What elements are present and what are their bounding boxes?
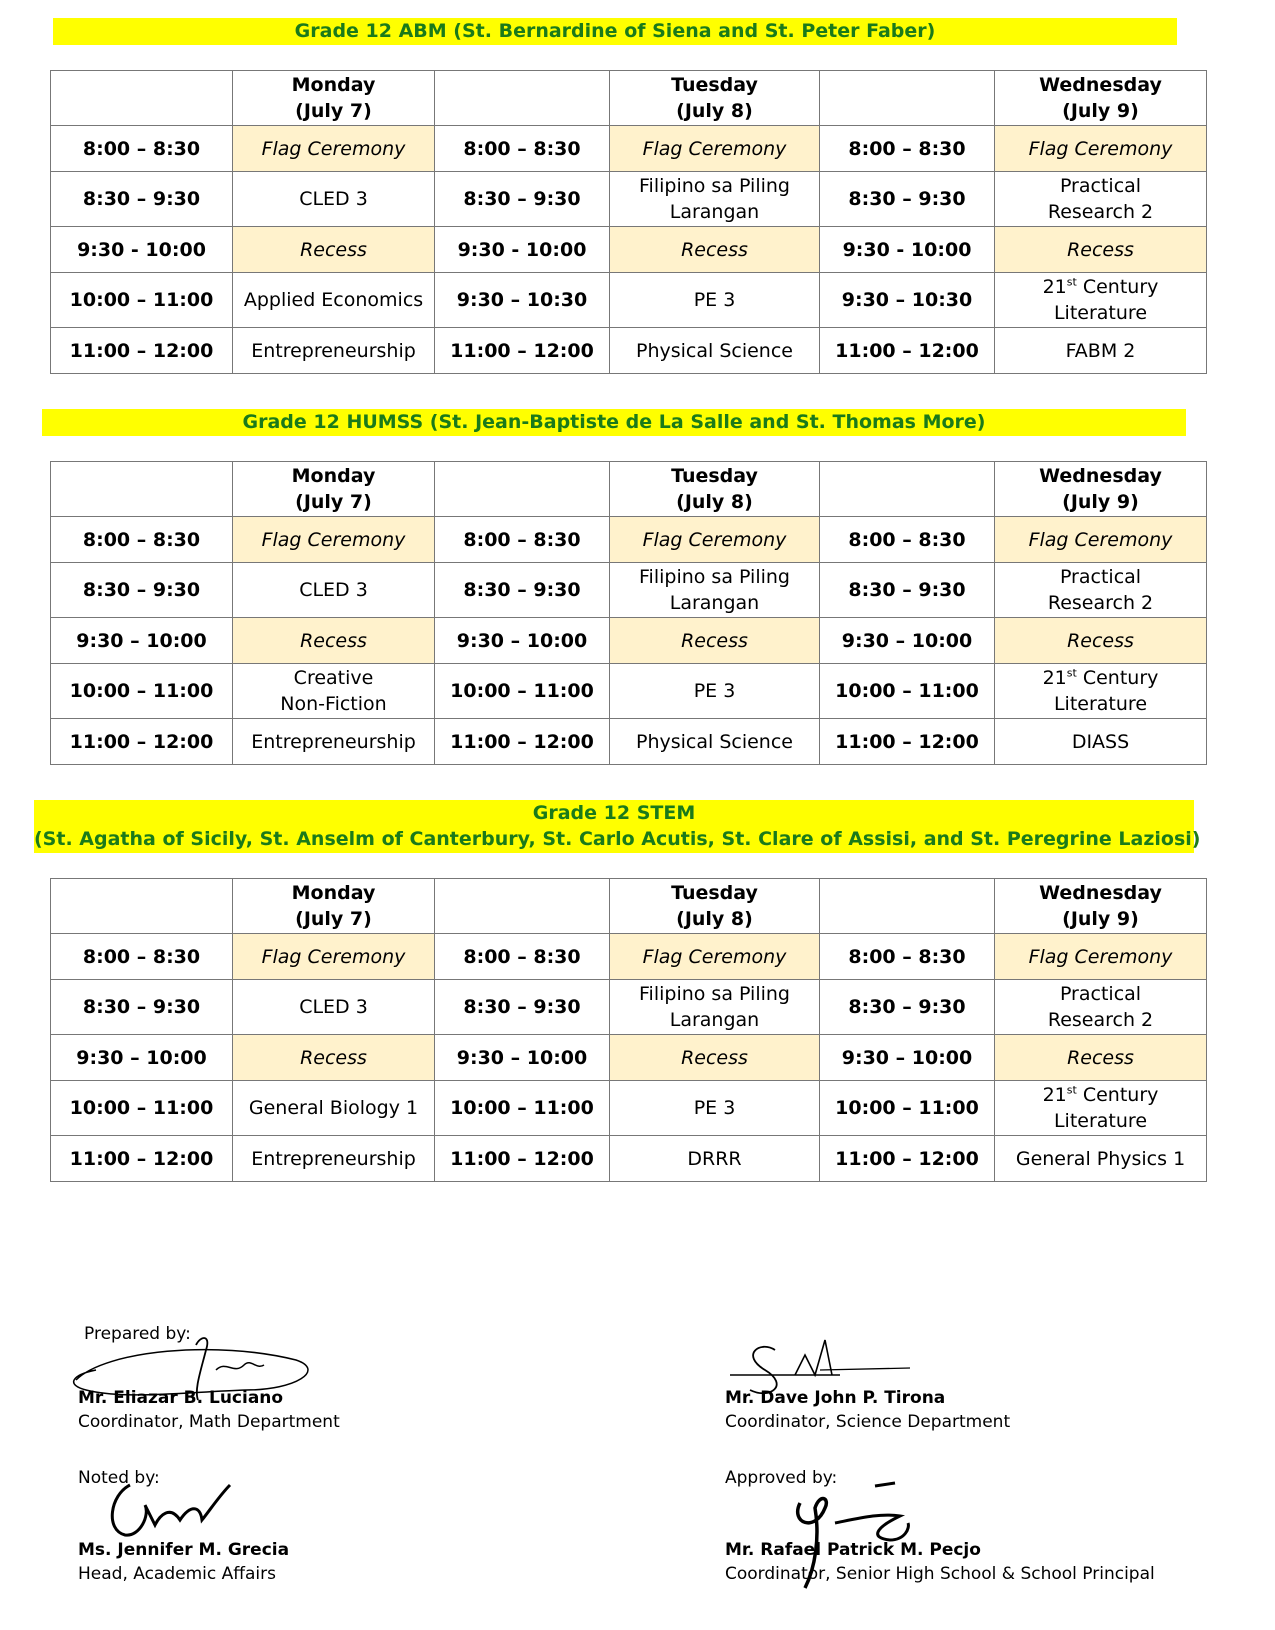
- subject-cell: Recess: [995, 618, 1207, 664]
- subject-cell: General Physics 1: [995, 1136, 1207, 1182]
- time-cell: 8:00 – 8:30: [820, 934, 995, 980]
- table-row: [51, 172, 1207, 227]
- section-title: Grade 12 HUMSS (St. Jean-Baptiste de La Salle and St. Thomas More): [242, 411, 986, 433]
- subject-cell: CLED 3: [233, 172, 435, 227]
- time-cell: 8:30 – 9:30: [51, 172, 233, 227]
- signatory-role: Head, Academic Affairs: [78, 1564, 276, 1584]
- subject-cell: CLED 3: [233, 980, 435, 1035]
- header-cell-blank: [51, 462, 233, 517]
- time-cell: 8:00 – 8:30: [435, 934, 610, 980]
- time-cell: 9:30 - 10:00: [820, 227, 995, 273]
- subject-cell: Entrepreneurship: [233, 719, 435, 765]
- table-row: [51, 664, 1207, 719]
- subject-cell: Recess: [995, 227, 1207, 273]
- header-wednesday: Wednesday (July 9): [995, 462, 1207, 517]
- subject-cell: Creative Non-Fiction: [233, 664, 435, 719]
- time-cell: 10:00 – 11:00: [435, 664, 610, 719]
- header-cell-blank: [820, 879, 995, 934]
- table-header-row: [51, 71, 1207, 126]
- subject-cell: Flag Ceremony: [995, 934, 1207, 980]
- subject-cell: 21st Century Literature: [995, 1081, 1207, 1136]
- header-cell-blank: [435, 879, 610, 934]
- signatory-name: Mr. Rafael Patrick M. Pecjo: [725, 1540, 981, 1560]
- signature-grecia: [90, 1475, 250, 1545]
- time-cell: 11:00 – 12:00: [435, 719, 610, 765]
- time-cell: 10:00 – 11:00: [820, 664, 995, 719]
- table-row: [51, 517, 1207, 563]
- table-row: [51, 126, 1207, 172]
- table-row: [51, 1136, 1207, 1182]
- header-cell-blank: [820, 462, 995, 517]
- signatory-block-2: [725, 1386, 1010, 1434]
- time-cell: 8:30 – 9:30: [435, 563, 610, 618]
- subject-cell: Practical Research 2: [995, 563, 1207, 618]
- time-cell: 8:00 – 8:30: [51, 517, 233, 563]
- subject-cell: Flag Ceremony: [233, 517, 435, 563]
- time-cell: 8:30 – 9:30: [820, 563, 995, 618]
- subject-cell: Recess: [233, 618, 435, 664]
- schedule-table-abm: [50, 70, 1207, 374]
- header-cell-blank: [435, 462, 610, 517]
- table-row: [51, 934, 1207, 980]
- header-monday: Monday (July 7): [233, 71, 435, 126]
- time-cell: 10:00 – 11:00: [51, 273, 233, 328]
- header-tuesday: Tuesday (July 8): [610, 71, 820, 126]
- subject-cell: Physical Science: [610, 328, 820, 374]
- time-cell: 9:30 – 10:30: [435, 273, 610, 328]
- signatory-name: Ms. Jennifer M. Grecia: [78, 1540, 290, 1560]
- table-row: [51, 1035, 1207, 1081]
- time-cell: 8:00 – 8:30: [435, 126, 610, 172]
- time-cell: 8:00 – 8:30: [435, 517, 610, 563]
- subject-cell: Flag Ceremony: [610, 934, 820, 980]
- time-cell: 9:30 - 10:00: [435, 227, 610, 273]
- subject-cell: Flag Ceremony: [610, 517, 820, 563]
- table-header-row: [51, 462, 1207, 517]
- table-row: [51, 719, 1207, 765]
- time-cell: 8:00 – 8:30: [51, 126, 233, 172]
- subject-cell: Physical Science: [610, 719, 820, 765]
- time-cell: 8:30 – 9:30: [820, 980, 995, 1035]
- section-subtitle: (St. Agatha of Sicily, St. Anselm of Canterbury, St. Carlo Acutis, St. Clare of Assisi, and St. Peregrine Laziosi): [34, 828, 1201, 850]
- subject-cell: Filipino sa Piling Larangan: [610, 563, 820, 618]
- header-wednesday: Wednesday (July 9): [995, 879, 1207, 934]
- time-cell: 11:00 – 12:00: [51, 328, 233, 374]
- subject-cell: Filipino sa Piling Larangan: [610, 172, 820, 227]
- subject-cell: 21st Century Literature: [995, 664, 1207, 719]
- table-row: [51, 227, 1207, 273]
- time-cell: 10:00 – 11:00: [820, 1081, 995, 1136]
- time-cell: 9:30 – 10:00: [435, 618, 610, 664]
- time-cell: 9:30 – 10:00: [435, 1035, 610, 1081]
- time-cell: 9:30 – 10:00: [51, 618, 233, 664]
- subject-cell: Flag Ceremony: [610, 126, 820, 172]
- schedule-table-stem: [50, 878, 1207, 1182]
- header-wednesday: Wednesday (July 9): [995, 71, 1207, 126]
- time-cell: 8:00 – 8:30: [820, 126, 995, 172]
- prepared-by-label: Prepared by:: [84, 1324, 191, 1344]
- table-row: [51, 273, 1207, 328]
- section-banner-abm: [53, 18, 1177, 45]
- signatory-block-4: [725, 1538, 1155, 1586]
- subject-cell: Recess: [233, 227, 435, 273]
- subject-cell: PE 3: [610, 664, 820, 719]
- signatory-block-3: [78, 1538, 289, 1586]
- subject-cell: Entrepreneurship: [233, 1136, 435, 1182]
- header-cell-blank: [435, 71, 610, 126]
- subject-cell: Recess: [610, 1035, 820, 1081]
- time-cell: 11:00 – 12:00: [820, 1136, 995, 1182]
- subject-cell: Flag Ceremony: [233, 934, 435, 980]
- signatory-role: Coordinator, Science Department: [725, 1412, 1011, 1432]
- time-cell: 8:00 – 8:30: [820, 517, 995, 563]
- header-cell-blank: [51, 71, 233, 126]
- subject-cell: Recess: [610, 618, 820, 664]
- subject-cell: Flag Ceremony: [233, 126, 435, 172]
- header-cell-blank: [51, 879, 233, 934]
- subject-cell: General Biology 1: [233, 1081, 435, 1136]
- table-row: [51, 618, 1207, 664]
- subject-cell: Recess: [233, 1035, 435, 1081]
- noted-by-label: Noted by:: [78, 1468, 160, 1488]
- header-tuesday: Tuesday (July 8): [610, 879, 820, 934]
- time-cell: 9:30 – 10:30: [820, 273, 995, 328]
- subject-cell: Flag Ceremony: [995, 517, 1207, 563]
- time-cell: 9:30 - 10:00: [51, 227, 233, 273]
- subject-cell: DIASS: [995, 719, 1207, 765]
- section-banner-humss: [42, 409, 1186, 436]
- time-cell: 10:00 – 11:00: [51, 1081, 233, 1136]
- subject-cell: CLED 3: [233, 563, 435, 618]
- subject-cell: Practical Research 2: [995, 980, 1207, 1035]
- header-cell-blank: [820, 71, 995, 126]
- subject-cell: Recess: [610, 227, 820, 273]
- subject-cell: Filipino sa Piling Larangan: [610, 980, 820, 1035]
- table-header-row: [51, 879, 1207, 934]
- time-cell: 9:30 – 10:00: [820, 1035, 995, 1081]
- header-monday: Monday (July 7): [233, 462, 435, 517]
- time-cell: 9:30 – 10:00: [51, 1035, 233, 1081]
- time-cell: 8:30 – 9:30: [51, 980, 233, 1035]
- time-cell: 11:00 – 12:00: [51, 719, 233, 765]
- time-cell: 10:00 – 11:00: [435, 1081, 610, 1136]
- table-row: [51, 980, 1207, 1035]
- signatory-role: Coordinator, Math Department: [78, 1412, 340, 1432]
- signatory-role: Coordinator, Senior High School & School Principal: [725, 1564, 1155, 1584]
- signatory-name: Mr. Eliazar B. Luciano: [78, 1388, 284, 1408]
- header-monday: Monday (July 7): [233, 879, 435, 934]
- subject-cell: FABM 2: [995, 328, 1207, 374]
- subject-cell: 21st Century Literature: [995, 273, 1207, 328]
- subject-cell: DRRR: [610, 1136, 820, 1182]
- subject-cell: Entrepreneurship: [233, 328, 435, 374]
- time-cell: 8:30 – 9:30: [435, 980, 610, 1035]
- section-banner-stem: [34, 800, 1201, 853]
- time-cell: 11:00 – 12:00: [820, 719, 995, 765]
- subject-cell: Practical Research 2: [995, 172, 1207, 227]
- time-cell: 8:30 – 9:30: [820, 172, 995, 227]
- time-cell: 8:30 – 9:30: [435, 172, 610, 227]
- subject-cell: Flag Ceremony: [995, 126, 1207, 172]
- table-row: [51, 328, 1207, 374]
- subject-cell: Applied Economics: [233, 273, 435, 328]
- schedule-table-humss: [50, 461, 1207, 765]
- approved-by-label: Approved by:: [725, 1468, 838, 1488]
- signatory-block-1: [78, 1386, 340, 1434]
- time-cell: 11:00 – 12:00: [51, 1136, 233, 1182]
- time-cell: 8:00 – 8:30: [51, 934, 233, 980]
- table-row: [51, 1081, 1207, 1136]
- signatory-name: Mr. Dave John P. Tirona: [725, 1388, 946, 1408]
- section-title: Grade 12 STEM: [532, 802, 696, 824]
- subject-cell: PE 3: [610, 1081, 820, 1136]
- time-cell: 10:00 – 11:00: [51, 664, 233, 719]
- subject-cell: PE 3: [610, 273, 820, 328]
- subject-cell: Recess: [995, 1035, 1207, 1081]
- table-row: [51, 563, 1207, 618]
- time-cell: 11:00 – 12:00: [435, 1136, 610, 1182]
- time-cell: 8:30 – 9:30: [51, 563, 233, 618]
- section-title: Grade 12 ABM (St. Bernardine of Siena and St. Peter Faber): [294, 20, 936, 42]
- time-cell: 11:00 – 12:00: [435, 328, 610, 374]
- time-cell: 9:30 – 10:00: [820, 618, 995, 664]
- header-tuesday: Tuesday (July 8): [610, 462, 820, 517]
- time-cell: 11:00 – 12:00: [820, 328, 995, 374]
